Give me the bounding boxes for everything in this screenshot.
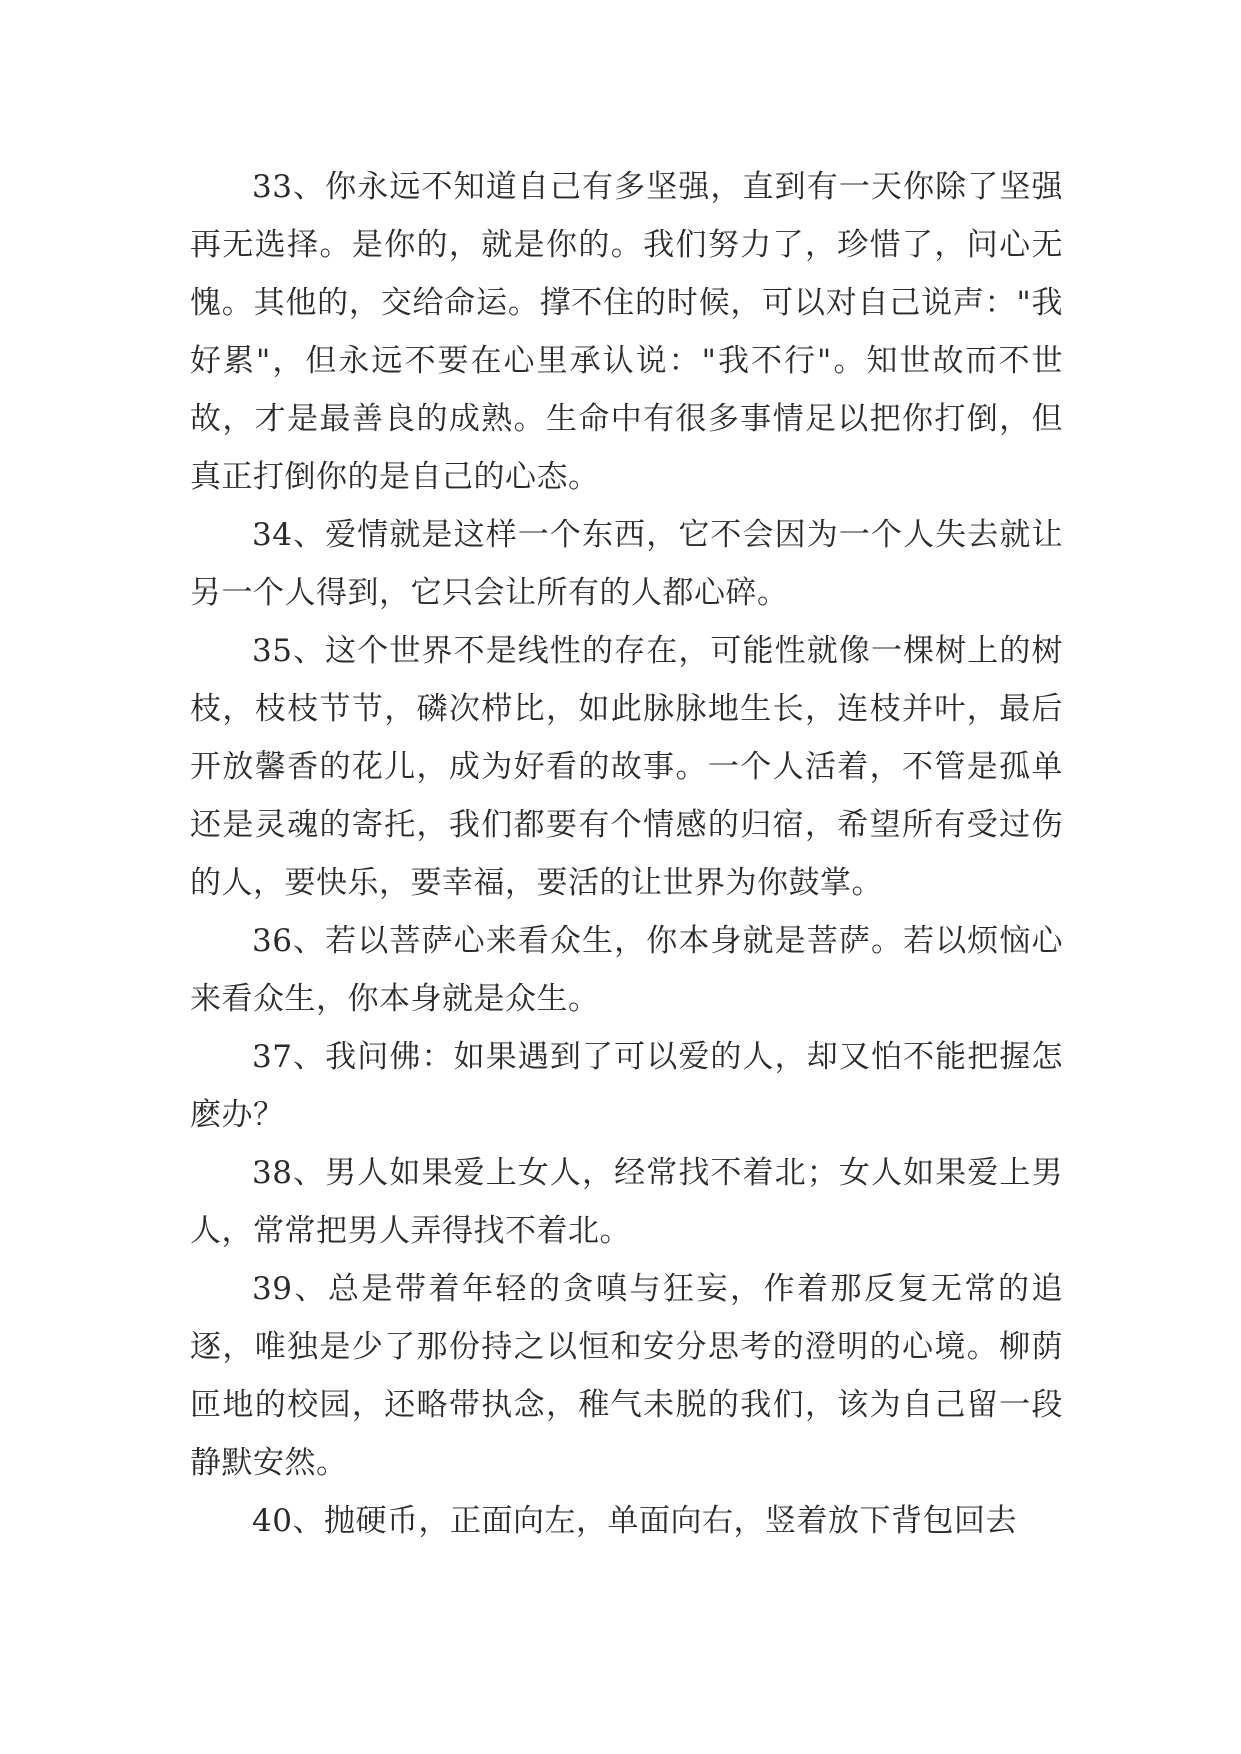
document-body [190, 158, 1063, 1550]
paragraph-36: 36、若以菩萨心来看众生，你本身就是菩萨。若以烦恼心来看众生，你本身就是众生。 [190, 923, 1063, 1017]
paragraph-40: 40、抛硬币，正面向左，单面向右，竖着放下背包回去 [252, 1503, 1017, 1539]
paragraph-34: 34、爱情就是这样一个东西，它不会因为一个人失去就让另一个人得到，它只会让所有的人都心碎。 [190, 517, 1063, 611]
paragraph-35: 35、这个世界不是线性的存在，可能性就像一棵树上的树枝，枝枝节节，磷次栉比，如此脉脉地生长，连枝并叶，最后开放馨香的花儿，成为好看的故事。一个人活着，不管是孤单还是灵魂的寄托，我们都要有个情感的归宿，希望所有受过伤的人，要快乐，要幸福，要活的让世界为你鼓掌。 [190, 633, 1063, 901]
paragraph-37: 37、我问佛：如果遇到了可以爱的人，却又怕不能把握怎麽办？ [190, 1039, 1063, 1133]
paragraph-39: 39、总是带着年轻的贪嗔与狂妄，作着那反复无常的追逐，唯独是少了那份持之以恒和安分思考的澄明的心境。柳荫匝地的校园，还略带执念，稚气未脱的我们，该为自己留一段静默安然。 [190, 1271, 1063, 1481]
paragraph-38: 38、男人如果爱上女人，经常找不着北；女人如果爱上男人，常常把男人弄得找不着北。 [190, 1155, 1063, 1249]
paragraph-33: 33、你永远不知道自己有多坚强，直到有一天你除了坚强再无选择。是你的，就是你的。我们努力了，珍惜了，问心无愧。其他的，交给命运。撑不住的时候，可以对自己说声："我好累"，但永远不要在心里承认说："我不行"。知世故而不世故，才是最善良的成熟。生命中有很多事情足以把你打倒，但真正打倒你的是自己的心态。 [190, 169, 1063, 495]
